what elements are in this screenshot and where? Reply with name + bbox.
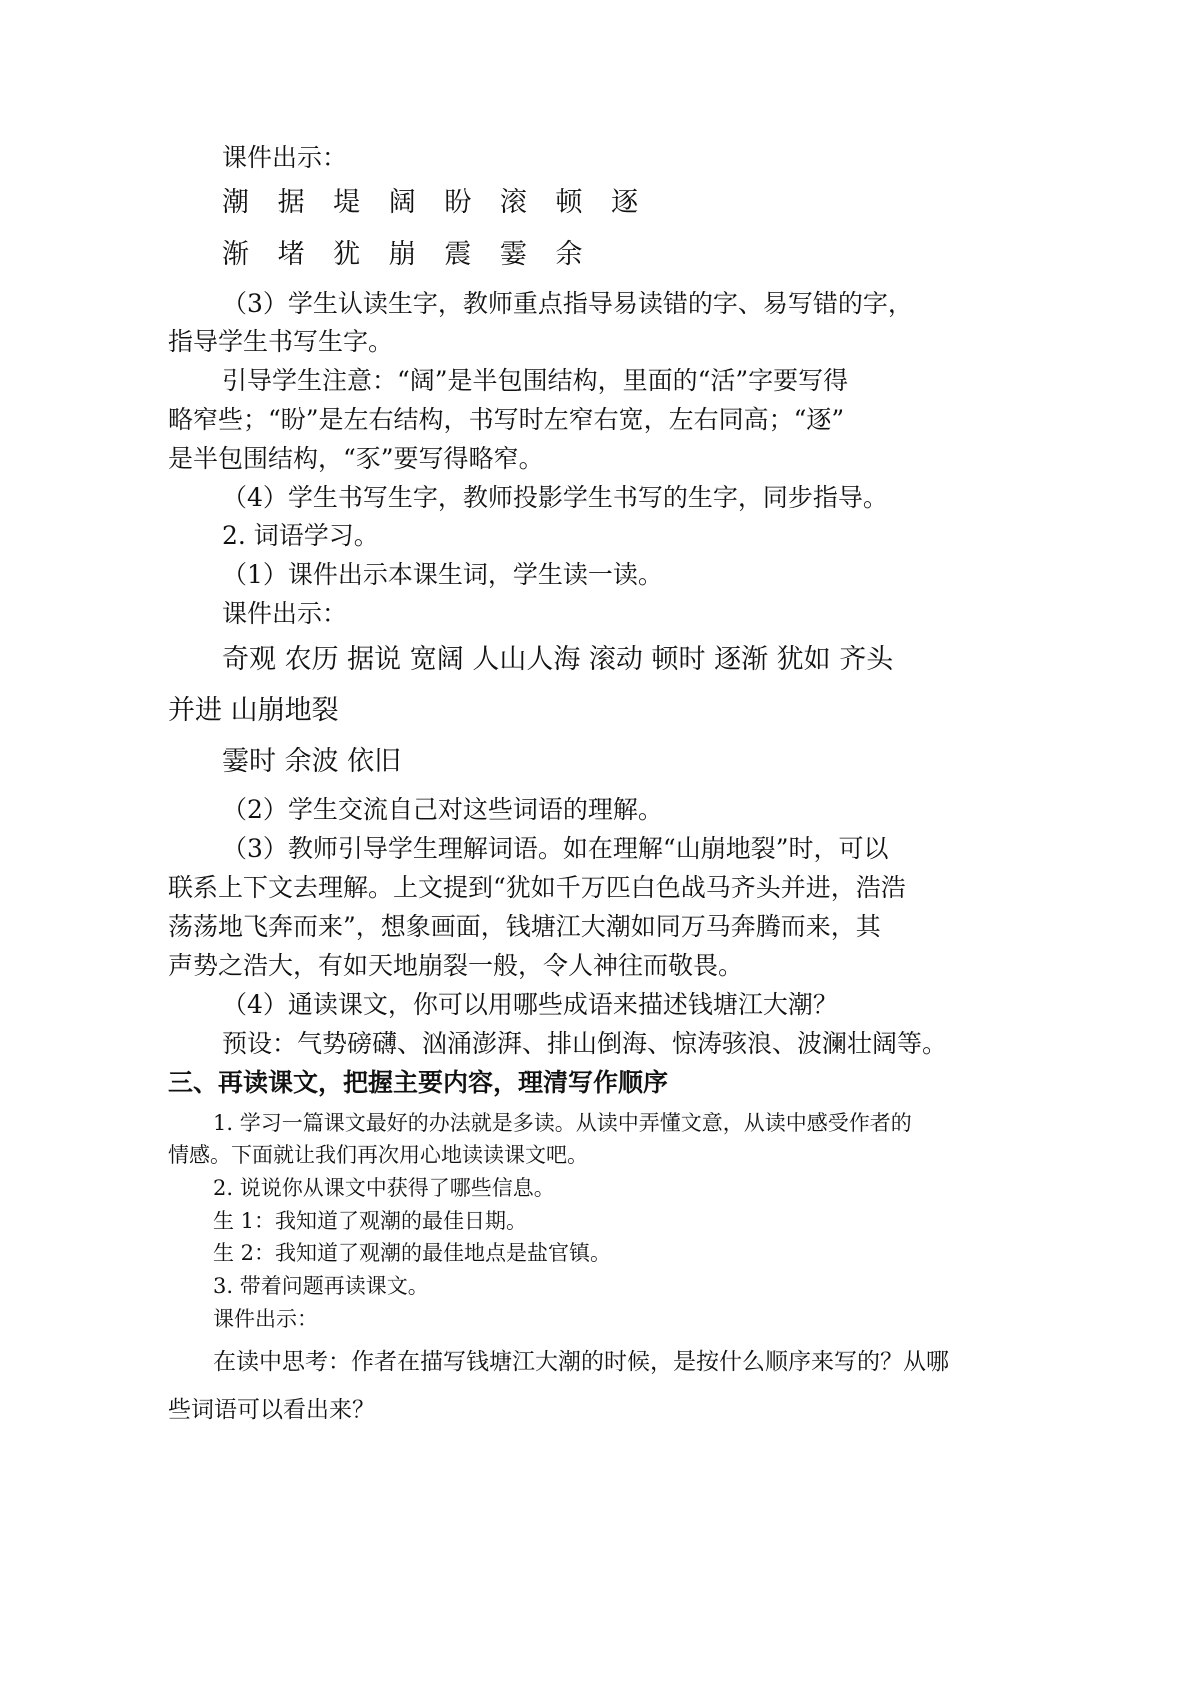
section-3-item-2: 2. 说说你从课文中获得了哪些信息。 <box>213 1176 555 1200</box>
guidance-text-cont-1: 略窄些；“盼”是左右结构，书写时左窄右宽，左右同高；“逐” <box>168 405 845 434</box>
vocabulary-heading: 2. 词语学习。 <box>222 521 379 550</box>
section-3-item-3: 3. 带着问题再读课文。 <box>213 1274 429 1298</box>
thinking-question-cont: 些词语可以看出来？ <box>168 1397 375 1423</box>
thinking-question: 在读中思考：作者在描写钱塘江大潮的时候，是按什么顺序来写的？从哪 <box>213 1349 949 1375</box>
vocabulary-row-2: 霎时 余波 依旧 <box>222 746 402 777</box>
vocab-step-3-cont-2: 荡荡地飞奔而来”，想象画面，钱塘江大潮如同万马奔腾而来，其 <box>168 912 881 941</box>
vocab-step-4: （4）通读课文，你可以用哪些成语来描述钱塘江大潮？ <box>222 990 838 1019</box>
new-characters-row-2: 渐 堵 犹 崩 震 霎 余 <box>222 239 593 270</box>
vocab-step-1: （1）课件出示本课生词，学生读一读。 <box>222 560 663 589</box>
vocab-step-3-cont-3: 声势之浩大，有如天地崩裂一般，令人神往而敬畏。 <box>168 951 744 980</box>
guidance-text-cont-2: 是半包围结构，“豕”要写得略窄。 <box>168 444 544 473</box>
step-3-text-cont: 指导学生书写生字。 <box>168 327 394 356</box>
step-3-text: （3）学生认读生字，教师重点指导易读错的字、易写错的字， <box>222 289 913 318</box>
preset-answer: 预设：气势磅礴、汹涌澎湃、排山倒海、惊涛骇浪、波澜壮阔等。 <box>222 1029 948 1058</box>
guidance-text: 引导学生注意：“阔”是半包围结构，里面的“活”字要写得 <box>222 366 849 395</box>
courseware-label-3: 课件出示： <box>213 1307 318 1331</box>
courseware-label: 课件出示： <box>222 143 348 172</box>
new-characters-row-1: 潮 据 堤 阔 盼 滚 顿 逐 <box>222 187 649 218</box>
vocab-step-3: （3）教师引导学生理解词语。如在理解“山崩地裂”时，可以 <box>222 834 889 863</box>
student-1-answer: 生 1：我知道了观潮的最佳日期。 <box>213 1209 528 1233</box>
student-2-answer: 生 2：我知道了观潮的最佳地点是盐官镇。 <box>213 1241 612 1265</box>
section-3-item-1-cont: 情感。下面就让我们再次用心地读读课文吧。 <box>168 1143 588 1167</box>
section-3-heading: 三、再读课文，把握主要内容，理清写作顺序 <box>168 1068 669 1097</box>
section-3-item-1: 1. 学习一篇课文最好的办法就是多读。从读中弄懂文意，从读中感受作者的 <box>213 1111 912 1135</box>
courseware-label-2: 课件出示： <box>222 599 348 628</box>
vocabulary-row-1: 奇观 农历 据说 宽阔 人山人海 滚动 顿时 逐渐 犹如 齐头 <box>222 644 894 675</box>
step-4-text: （4）学生书写生字，教师投影学生书写的生字，同步指导。 <box>222 483 888 512</box>
vocab-step-3-cont-1: 联系上下文去理解。上文提到“犹如千万匹白色战马齐头并进，浩浩 <box>168 873 906 902</box>
vocabulary-row-1-cont: 并进 山崩地裂 <box>168 695 339 726</box>
vocab-step-2: （2）学生交流自己对这些词语的理解。 <box>222 795 663 824</box>
